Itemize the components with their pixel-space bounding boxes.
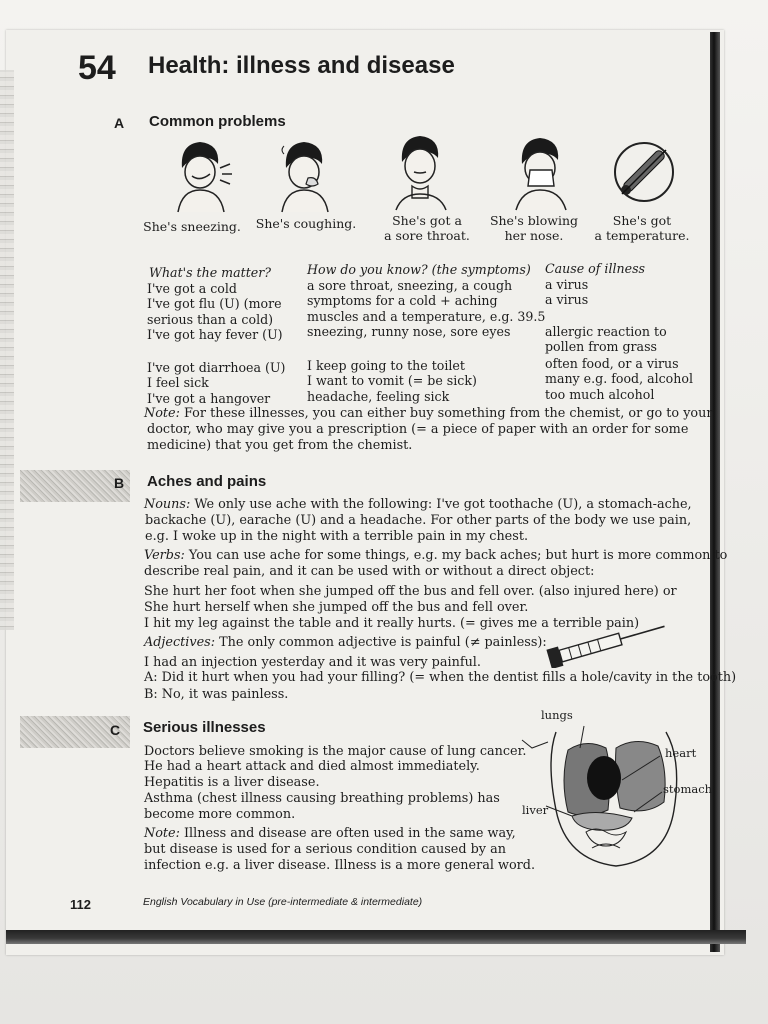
matter-column-1: I've got a cold I've got flu (U) (more serious than a cold) I've got hay fever (U) bbox=[147, 281, 283, 343]
header-symptoms: How do you know? (the symptoms) bbox=[307, 262, 531, 277]
label-lungs: lungs bbox=[541, 708, 573, 722]
sneezing-illustration bbox=[168, 138, 238, 213]
note-a-line-2: doctor, who may give you a prescription (= a piece of paper with an order for some bbox=[147, 422, 689, 437]
verbs-line-2: describe real pain, and it can be used with or without a direct object: bbox=[144, 564, 595, 579]
serious-line-4: Asthma (chest illness causing breathing problems) has bbox=[144, 791, 500, 806]
adj-example-3: B: No, it was painless. bbox=[144, 687, 289, 702]
section-a-title: Common problems bbox=[149, 113, 286, 130]
note-a-line-1: Note: For these illnesses, you can either buy something from the chemist, or go to your bbox=[144, 406, 713, 421]
blowing-nose-illustration bbox=[508, 134, 578, 212]
unit-number: 54 bbox=[78, 49, 116, 87]
nouns-line-3: e.g. I woke up in the night with a terrible pain in my chest. bbox=[145, 529, 529, 544]
serious-line-5: become more common. bbox=[144, 807, 296, 822]
book-title-footer: English Vocabulary in Use (pre-intermediate & intermediate) bbox=[143, 896, 423, 908]
adj-example-1: I had an injection yesterday and it was very painful. bbox=[144, 655, 481, 670]
caption-sneezing: She's sneezing. bbox=[143, 219, 241, 234]
adjectives-line: Adjectives: The only common adjective is painful (≠ painless): bbox=[144, 635, 547, 650]
caption-coughing: She's coughing. bbox=[255, 216, 357, 231]
nouns-line-1: Nouns: We only use ache with the following: I've got toothache (U), a stomach-ache, bbox=[144, 497, 692, 512]
unit-title: Health: illness and disease bbox=[148, 52, 455, 79]
symptoms-column-1: a sore throat, sneezing, a cough symptoms for a cold + aching muscles and a temperature, e.g. 39.5 sneezing, runny nose, sore eyes bbox=[307, 278, 546, 340]
section-b-title: Aches and pains bbox=[147, 473, 267, 490]
symptoms-column-2: I keep going to the toilet I want to vomit (= be sick) headache, feeling sick bbox=[307, 358, 477, 404]
adj-example-2: A: Did it hurt when you had your filling? (= when the dentist fills a hole/cavity in the tooth) bbox=[144, 670, 737, 685]
syringe-illustration bbox=[545, 618, 675, 668]
matter-column-2: I've got diarrhoea (U) I feel sick I've got a hangover bbox=[147, 360, 286, 406]
coughing-illustration bbox=[272, 138, 342, 213]
example-line-1: She hurt her foot when she jumped off the bus and fell over. (also injured here) or bbox=[144, 584, 677, 599]
page-number: 112 bbox=[70, 897, 91, 912]
serious-line-1: Doctors believe smoking is the major cause of lung cancer. bbox=[144, 744, 527, 759]
note-c-line-3: infection e.g. a liver disease. Illness is a more general word. bbox=[144, 858, 536, 873]
section-c-letter: C bbox=[110, 722, 121, 738]
caption-sore-throat: She's got a a sore throat. bbox=[384, 213, 470, 243]
caption-temperature: She's got a temperature. bbox=[594, 213, 690, 243]
caption-blowing-nose: She's blowing her nose. bbox=[489, 213, 579, 243]
cause-column-2: often food, or a virus many e.g. food, alcohol too much alcohol bbox=[545, 356, 693, 402]
label-liver: liver bbox=[522, 803, 549, 817]
serious-line-3: Hepatitis is a liver disease. bbox=[144, 775, 320, 790]
sore-throat-illustration bbox=[388, 132, 458, 212]
section-a-letter: A bbox=[114, 115, 125, 131]
label-stomach: stomach bbox=[663, 782, 713, 796]
thermometer-illustration bbox=[612, 140, 676, 204]
page-gutter-shadow bbox=[0, 70, 14, 630]
header-whats-the-matter: What's the matter? bbox=[149, 265, 271, 280]
header-cause: Cause of illness bbox=[545, 261, 645, 276]
example-line-3: I hit my leg against the table and it really hurts. (= gives me a terrible pain) bbox=[144, 616, 640, 631]
note-a-line-3: medicine) that you get from the chemist. bbox=[147, 438, 413, 453]
serious-line-2: He had a heart attack and died almost immediately. bbox=[144, 759, 480, 774]
label-heart: heart bbox=[665, 746, 697, 760]
cause-column-1: a virus a virus bbox=[545, 277, 589, 308]
example-line-2: She hurt herself when she jumped off the bus and fell over. bbox=[144, 600, 529, 615]
cause-column-hayfever: allergic reaction to pollen from grass bbox=[545, 324, 667, 355]
section-c-title: Serious illnesses bbox=[143, 719, 266, 736]
note-c-line-1: Note: Illness and disease are often used in the same way, bbox=[144, 826, 516, 841]
page-bottom-shadow bbox=[6, 930, 746, 944]
verbs-line-1: Verbs: You can use ache for some things, e.g. my back aches; but hurt is more common to bbox=[144, 548, 728, 563]
nouns-line-2: backache (U), earache (U) and a headache. For other parts of the body we use pain, bbox=[145, 513, 692, 528]
note-c-line-2: but disease is used for a serious condition caused by an bbox=[144, 842, 506, 857]
section-b-letter: B bbox=[114, 475, 125, 491]
